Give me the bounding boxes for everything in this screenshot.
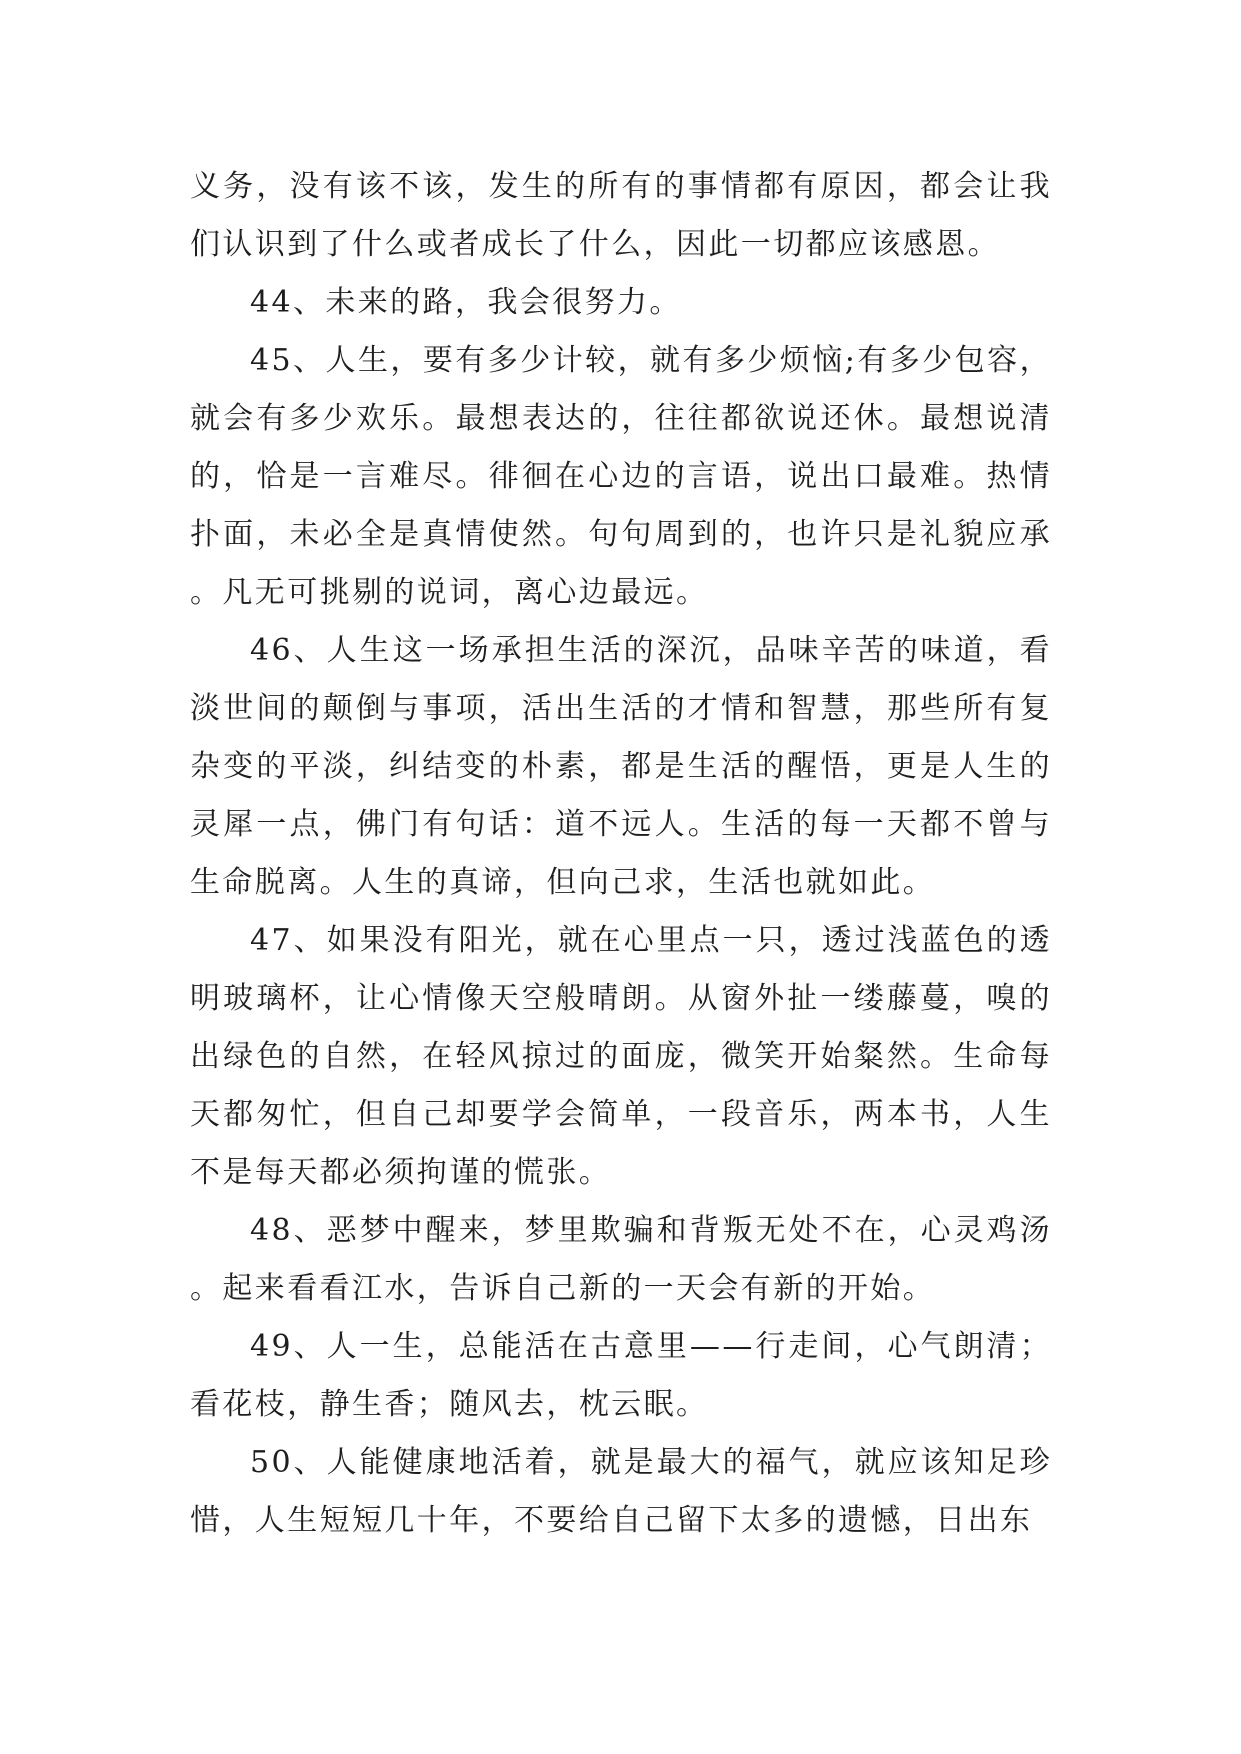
paragraph-48: 48、恶梦中醒来，梦里欺骗和背叛无处不在，心灵鸡汤。起来看看江水，告诉自己新的一天会有新的开始。 — [190, 1213, 1052, 1306]
paragraph-47: 47、如果没有阳光，就在心里点一只，透过浅蓝色的透明玻璃杯，让心情像天空般晴朗。从窗外扯一缕藤蔓，嗅的出绿色的自然，在轻风掠过的面庞，微笑开始粲然。生命每天都匆忙，但自己却要学会简单，一段音乐，两本书，人生不是每天都必须拘谨的慌张。 — [190, 923, 1052, 1190]
paragraph-46: 46、人生这一场承担生活的深沉，品味辛苦的味道，看淡世间的颠倒与事项，活出生活的才情和智慧，那些所有复杂变的平淡，纠结变的朴素，都是生活的醒悟，更是人生的灵犀一点，佛门有句话：道不远人。生活的每一天都不曾与生命脱离。人生的真谛，但向己求，生活也就如此。 — [190, 633, 1052, 900]
paragraph-49: 49、人一生，总能活在古意里——行走间，心气朗清；看花枝，静生香；随风去，枕云眠。 — [190, 1329, 1052, 1422]
paragraph-50: 50、人能健康地活着，就是最大的福气，就应该知足珍惜，人生短短几十年，不要给自己留下太多的遗憾，日出东 — [190, 1445, 1052, 1538]
document-body — [190, 158, 1052, 1550]
paragraph-45: 45、人生，要有多少计较，就有多少烦恼;有多少包容，就会有多少欢乐。最想表达的，往往都欲说还休。最想说清的，恰是一言难尽。徘徊在心边的言语，说出口最难。热情扑面，未必全是真情使然。句句周到的，也许只是礼貌应承。凡无可挑剔的说词，离心边最远。 — [190, 343, 1052, 610]
paragraph-continuation: 义务，没有该不该，发生的所有的事情都有原因，都会让我们认识到了什么或者成长了什么，因此一切都应该感恩。 — [190, 169, 1052, 262]
paragraph-44: 44、未来的路，我会很努力。 — [250, 285, 682, 320]
